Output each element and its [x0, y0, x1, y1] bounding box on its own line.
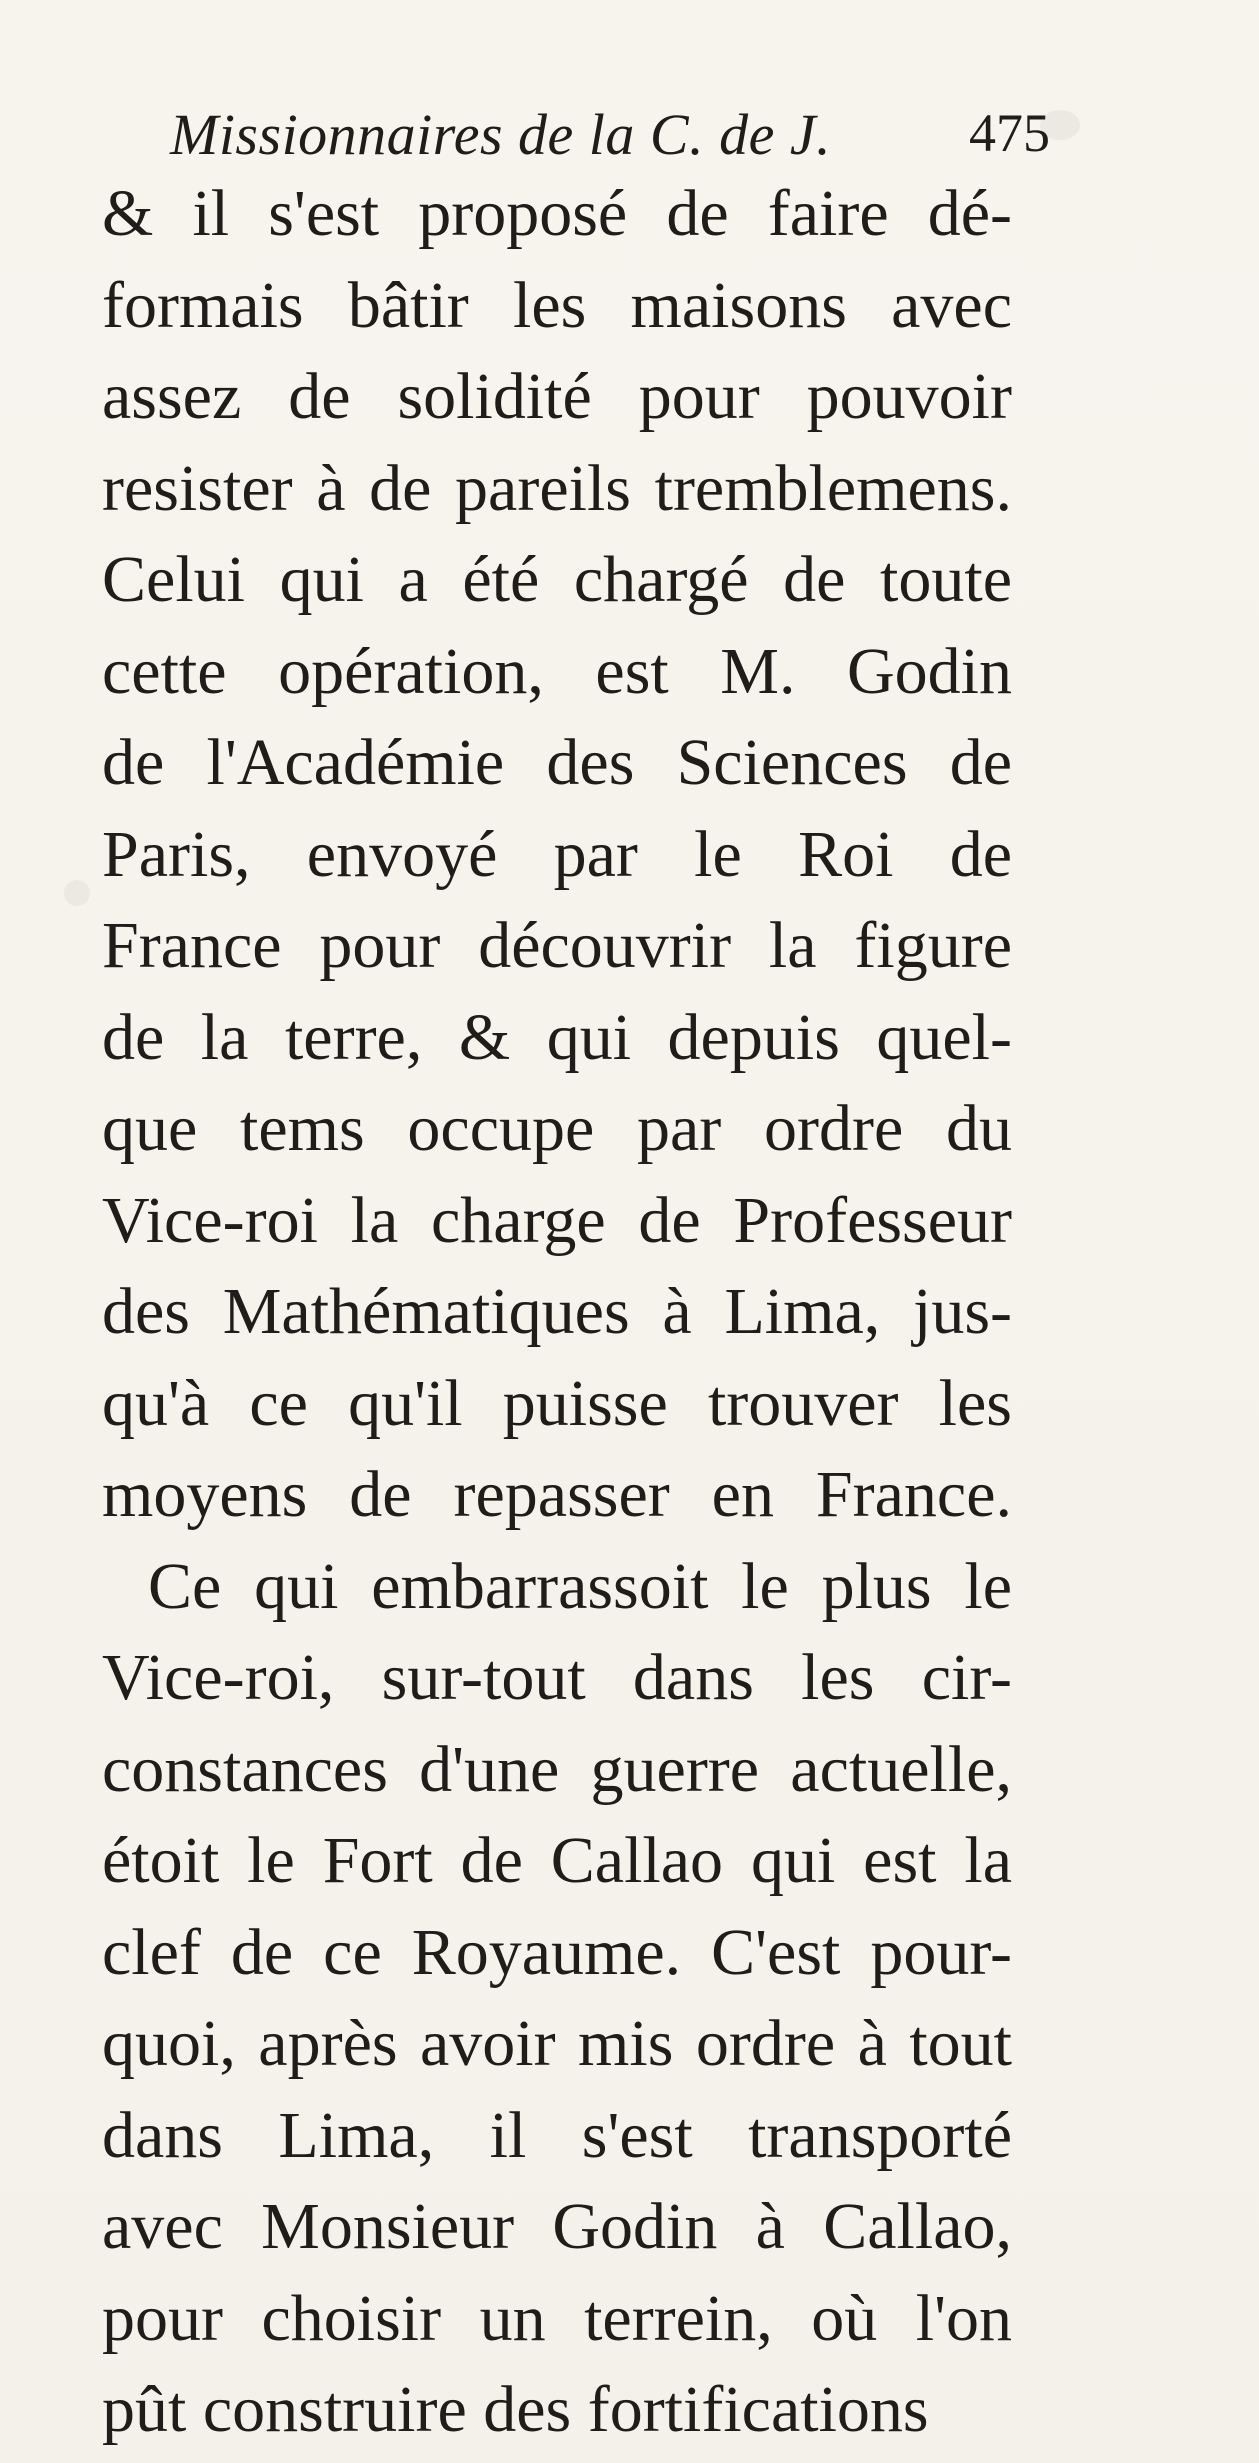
text-line: qu'à ce qu'il puisse trouver les	[102, 1366, 1012, 1440]
page-number: 475	[969, 103, 1050, 163]
text-line: Vice-roi, sur-tout dans les cir-	[102, 1641, 1012, 1714]
text-line: & il s'est proposé de faire dé-	[102, 177, 1012, 250]
text-line: formais bâtir les maisons avec	[102, 268, 1012, 342]
text-line: cette opération, est M. Godin	[102, 634, 1012, 708]
text-line: avec Monsieur Godin à Callao,	[102, 2190, 1012, 2263]
text-line: constances d'une guerre actuelle,	[102, 1732, 1012, 1806]
body-text	[102, 168, 1012, 2456]
text-line: France pour découvrir la figure	[102, 909, 1012, 982]
text-line: dans Lima, il s'est transporté	[102, 2098, 1012, 2172]
text-line: Celui qui a été chargé de toute	[102, 543, 1012, 616]
text-line: assez de solidité pour pouvoir	[102, 360, 1012, 433]
paper-smudge	[1040, 110, 1080, 140]
text-line: clef de ce Royaume. C'est pour-	[102, 1915, 1012, 1989]
text-line: pût construire des fortifications	[102, 2373, 929, 2446]
text-line: de la terre, & qui depuis quel-	[102, 1000, 1012, 1074]
text-line: resister à de pareils tremblemens.	[102, 451, 1012, 525]
text-line: que tems occupe par ordre du	[102, 1092, 1012, 1165]
text-line: moyens de repasser en France.	[102, 1458, 1012, 1531]
running-head	[170, 58, 1050, 168]
text-line: étoit le Fort de Callao qui est la	[102, 1824, 1012, 1897]
text-line: de l'Académie des Sciences de	[102, 726, 1012, 799]
text-line: quoi, après avoir mis ordre à tout	[102, 2007, 1012, 2080]
text-line: Vice-roi la charge de Professeur	[102, 1183, 1012, 1257]
paper-smudge	[64, 880, 90, 906]
text-line: des Mathématiques à Lima, jus-	[102, 1275, 1012, 1348]
text-line: Paris, envoyé par le Roi de	[102, 817, 1012, 891]
text-line: pour choisir un terrein, où l'on	[102, 2281, 1012, 2355]
text-line: Ce qui embarrassoit le plus le	[148, 1549, 1012, 1623]
running-title: Missionnaires de la C. de J.	[170, 102, 832, 167]
